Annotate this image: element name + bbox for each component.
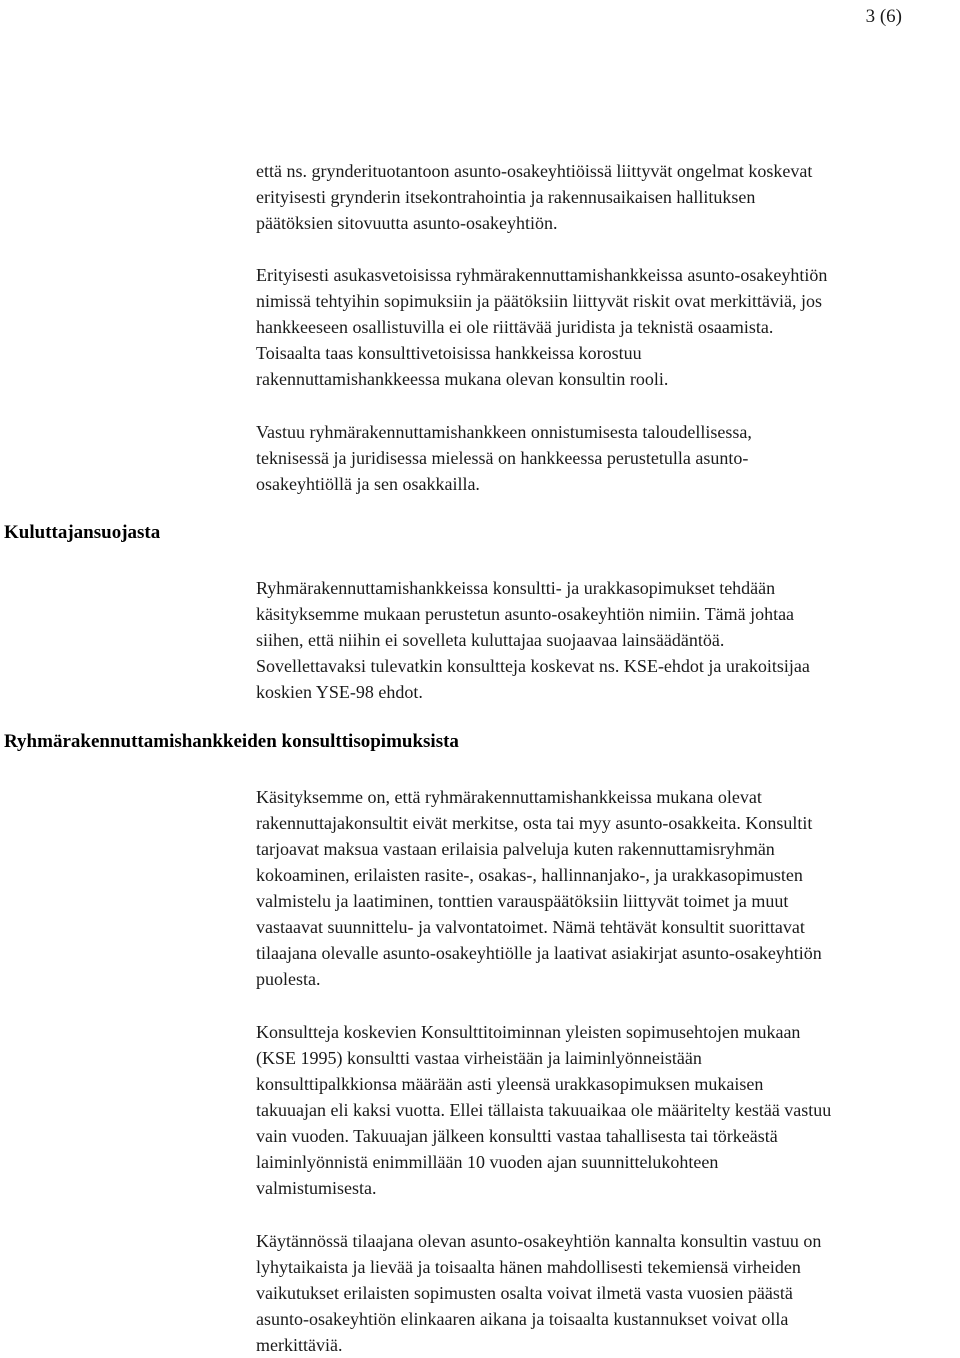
page-number: 3 (6) xyxy=(865,6,902,27)
text-line: osakeyhtiöllä ja sen osakkailla. xyxy=(256,474,480,494)
text-line: vaikutukset erilaisten sopimusten osalta voivat ilmetä vasta vuosien päästä xyxy=(256,1283,793,1303)
text-line: Ryhmärakennuttamishankkeissa konsultti- ja urakkasopimukset tehdään xyxy=(256,578,776,598)
section-heading-konsulttisopimuksista: Ryhmärakennuttamishankkeiden konsulttisopimuksista xyxy=(4,731,459,752)
text-line: päätöksien sitovuutta asunto-osakeyhtiön. xyxy=(256,213,558,233)
text-line: rakennuttajakonsultit eivät merkitse, osta tai myy asunto-osakkeita. Konsultit xyxy=(256,813,813,833)
text-line: Sovellettavaksi tulevatkin konsultteja koskevat ns. KSE-ehdot ja urakoitsijaa xyxy=(256,656,810,676)
text-line: nimissä tehtyihin sopimuksiin ja päätöksiin liittyvät riskit ovat merkittäviä, jos xyxy=(256,291,822,311)
text-line: erityisesti grynderin itsekontrahointia ja rakennusaikaisen hallituksen xyxy=(256,187,756,207)
text-line: merkittäviä. xyxy=(256,1335,343,1355)
paragraph-kse-ehdot xyxy=(256,1019,956,1201)
text-line: että ns. grynderituotantoon asunto-osakeyhtiöissä liittyvät ongelmat koskevat xyxy=(256,161,813,181)
text-line: rakennuttamishankkeessa mukana olevan konsultin rooli. xyxy=(256,369,669,389)
text-line: vastaavat suunnittelu- ja valvontatoimet. Nämä tehtävät konsultit suorittavat xyxy=(256,917,805,937)
text-line: takuuajan eli kaksi vuotta. Ellei tällaista takuuaikaa ole määritelty kestää vastuu xyxy=(256,1100,832,1120)
text-line: lyhytaikaista ja lievää ja toisaalta hänen mahdollisesti tekemiensä virheiden xyxy=(256,1257,801,1277)
text-line: Toisaalta taas konsulttivetoisissa hankkeissa korostuu xyxy=(256,343,642,363)
text-line: koskien YSE-98 ehdot. xyxy=(256,682,423,702)
text-line: tarjoavat maksua vastaan erilaisia palveluja kuten rakennuttamisryhmän xyxy=(256,839,775,859)
text-line: Vastuu ryhmärakennuttamishankkeen onnistumisesta taloudellisessa, xyxy=(256,422,752,442)
paragraph-asukasvetoiset xyxy=(256,262,956,392)
text-line: vain vuoden. Takuuajan jälkeen konsultti vastaa tahallisesta tai törkeästä xyxy=(256,1126,778,1146)
text-line: tilaajana olevalle asunto-osakeyhtiölle ja laativat asiakirjat asunto-osakeyhtiön xyxy=(256,943,822,963)
text-line: Käsityksemme on, että ryhmärakennuttamishankkeissa mukana olevat xyxy=(256,787,762,807)
text-line: valmistumisesta. xyxy=(256,1178,377,1198)
text-line: käsityksemme mukaan perustetun asunto-osakeyhtiön nimiin. Tämä johtaa xyxy=(256,604,795,624)
text-line: teknisessä ja juridisessa mielessä on hankkeessa perustetulla asunto- xyxy=(256,448,749,468)
text-line: konsulttipalkkionsa määrään asti yleensä urakkasopimuksen mukaisen xyxy=(256,1074,764,1094)
text-line: Konsultteja koskevien Konsulttitoiminnan yleisten sopimusehtojen mukaan xyxy=(256,1022,801,1042)
text-line: siihen, että niihin ei sovelleta kuluttajaa suojaavaa lainsäädäntöä. xyxy=(256,630,725,650)
paragraph-vastuu xyxy=(256,419,956,497)
text-line: Käytännössä tilaajana olevan asunto-osakeyhtiön kannalta konsultin vastuu on xyxy=(256,1231,822,1251)
paragraph-kuluttajansuoja xyxy=(256,575,956,705)
text-line: kokoaminen, erilaisten rasite-, osakas-, hallinnanjako-, ja urakkasopimusten xyxy=(256,865,803,885)
text-line: hankkeeseen osallistuvilla ei ole riittävää juridista ja teknistä osaamista. xyxy=(256,317,774,337)
text-line: Erityisesti asukasvetoisissa ryhmärakennuttamishankkeissa asunto-osakeyhtiön xyxy=(256,265,828,285)
text-line: (KSE 1995) konsultti vastaa virheistään ja laiminlyönneistään xyxy=(256,1048,702,1068)
text-line: asunto-osakeyhtiön elinkaaren aikana ja toisaalta kustannukset voivat olla xyxy=(256,1309,789,1329)
text-line: puolesta. xyxy=(256,969,321,989)
paragraph-kasityksemme xyxy=(256,784,956,992)
section-heading-kuluttajansuojasta: Kuluttajansuojasta xyxy=(4,522,161,543)
text-line: laiminlyönnistä enimmillään 10 vuoden ajan suunnittelukohteen xyxy=(256,1152,719,1172)
text-line: valmistelu ja laatiminen, tonttien varauspäätöksiin liittyvät toimet ja muut xyxy=(256,891,789,911)
paragraph-gryndertuotanto xyxy=(256,158,956,236)
paragraph-kaytannossa xyxy=(256,1228,956,1358)
